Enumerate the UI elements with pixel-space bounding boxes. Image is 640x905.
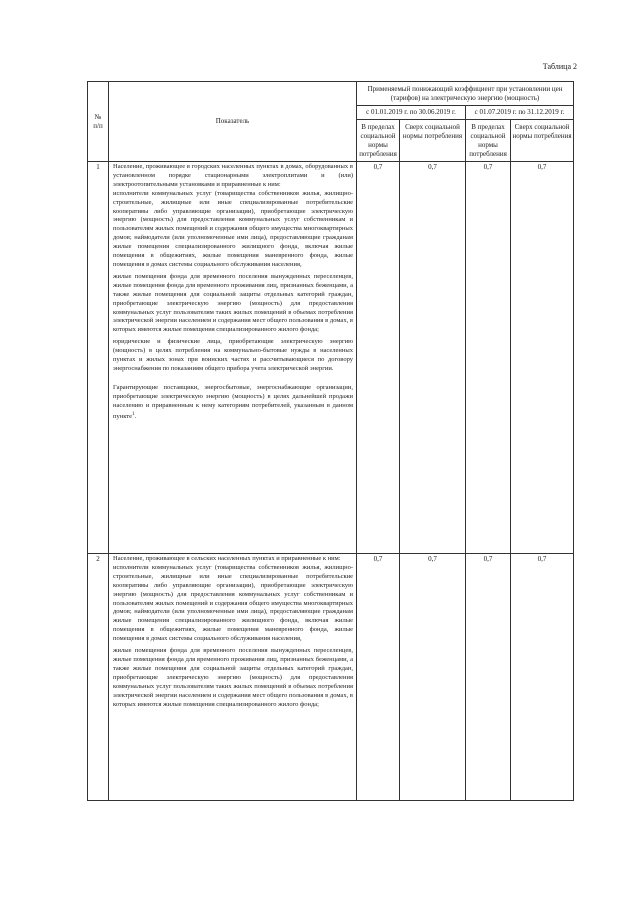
header-sub-above-1: Сверх социальной нормы потребления [400,120,466,162]
header-period-2: с 01.07.2019 г. по 31.12.2019 г. [466,106,574,120]
header-row-1 [88,82,574,106]
paragraph: Население, проживающее в городских населенных пунктах в домах, оборудованных в установленном порядке стационарными электроплитами и (или) электроотопительными установками и приравненные к ним: [113,163,353,188]
header-sub-within-2: В пределах социальной нормы потребления [466,120,511,162]
value-cell: 0,7 [357,554,400,801]
value-cell: 0,7 [511,162,574,554]
row-indicator [109,162,357,554]
header-sub-above-2: Сверх социальной нормы потребления [511,120,574,162]
paragraph: юридические и физические лица, приобретающие электрическую энергию (мощность) в целях потребления на коммунально-бытовые нужды в населенных пунктах и жилых зонах при воинских частях и рассчитывающиеся по договору энергоснабжения по показаниям общего прибора учета электрической энергии. [113,338,353,372]
header-coefficient: Применяемый понижающий коэффициент при установлении цен (тарифов) на электрическую энергию (мощность) [357,82,574,106]
paragraph: исполнители коммунальных услуг (товарищества собственников жилья, жилищно-строительные, жилищные или иные специализированные потребительские кооперативы либо управляющие организации), приобретающие электрическую энергию (мощность) для предоставления коммунальных услуг собственникам и пользователям жилых помещений и содержания общего имущества многоквартирных домов; наймодатели (или уполномоченные ими лица), предоставляющие гражданам жилые помещения специализированного жилищного фонда, включая жилые помещения в общежитиях, жилые помещения маневренного фонда, жилые помещения в домах системы социального обслуживания населения, [113,563,353,643]
paragraph: жилые помещения фонда для временного поселения вынужденных переселенцев, жилые помещения фонда для временного проживания лиц, признанных беженцами, а также жилые помещения для социальной защиты отдельных категорий граждан, приобретающие электрическую энергию (мощность) для предоставления коммунальных услуг пользователям таких жилых помещений в объемах потребления электрической энергии населением и содержания мест общего пользования в домах, в которых имеются жилые помещения специализированного жилого фонда; [113,272,353,334]
row-indicator [109,554,357,801]
table-row [88,162,574,554]
value-cell: 0,7 [400,162,466,554]
table-row [88,554,574,801]
footnote-mark: 1 [132,411,135,417]
value-cell: 0,7 [357,162,400,554]
value-cell: 0,7 [466,162,511,554]
header-period-1: с 01.01.2019 г. по 30.06.2019 г. [357,106,466,120]
value-cell: 0,7 [511,554,574,801]
header-sub-within-1: В пределах социальной нормы потребления [357,120,400,162]
header-num: № п/п [88,82,109,162]
paragraph: Гарантирующие поставщики, энергосбытовые, энергоснабжающие организации, приобретающие электрическую энергию (мощность) в целях дальнейшей продажи населению и приравненным к нему категориям потребителей, указанным в данном пункте$^1$. [113,383,353,420]
coefficient-table [87,81,574,801]
header-indicator: Показатель [109,82,357,162]
paragraph-text: Гарантирующие поставщики, энергосбытовые, энергоснабжающие организации, приобретающие электрическую энергию (мощность) в целях дальнейшей продажи населению и приравненным к нему категориям потребителей, указанным в данном пункте [113,383,353,420]
paragraph: Население, проживающее в сельских населенных пунктах и приравненные к ним: [113,555,341,562]
row-number: 2 [88,554,109,801]
table-label: Таблица 2 [542,62,577,71]
row-number: 1 [88,162,109,554]
value-cell: 0,7 [400,554,466,801]
paragraph: жилые помещения фонда для временного поселения вынужденных переселенцев, жилые помещения фонда для временного проживания лиц, признанных беженцами, а также жилые помещения для социальной защиты отдельных категорий граждан, приобретающие электрическую энергию (мощность) для предоставления коммунальных услуг пользователям таких жилых помещений в объемах потребления электрической энергии населением и содержания мест общего пользования в домах, в которых имеются жилые помещения специализированного жилого фонда; [113,647,353,708]
value-cell: 0,7 [466,554,511,801]
paragraph: исполнители коммунальных услуг (товарищества собственников жилья, жилищно-строительные, жилищные или иные специализированные потребительские кооперативы либо управляющие организации), приобретающие электрическую энергию (мощность) для предоставления коммунальных услуг собственникам и пользователям жилых помещений и содержания общего имущества многоквартирных домов; наймодатели (или уполномоченные ими лица), предоставляющие гражданам жилые помещения специализированного жилищного фонда, включая жилые помещения в общежитиях, жилые помещения маневренного фонда, жилые помещения в домах системы социального обслуживания населения, [113,189,353,268]
